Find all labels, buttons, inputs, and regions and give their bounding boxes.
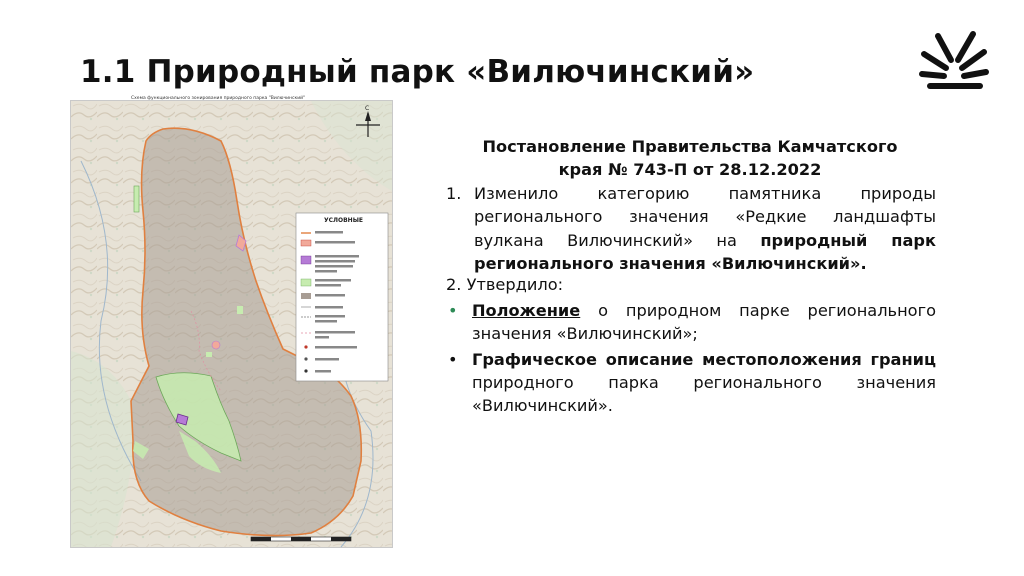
bullet-bold-text: Графическое описание местоположения границ (472, 349, 936, 369)
bullet-dot-icon: • (448, 349, 458, 369)
item-number: 1. (446, 183, 462, 203)
bullet-text: о природном парке регионального значения «Вилючинский»; (472, 300, 936, 344)
regulation-link[interactable]: Положение (472, 300, 581, 320)
map-legend (296, 213, 388, 381)
map-caption: Схема функционального зонирования природного парка "Вилючинский" (131, 96, 306, 101)
item-bold-text: природный парк регионального значения «Вилючинский». (474, 230, 936, 274)
item-text: Изменило категорию памятника природы регионального значения «Редкие ландшафты вулкана Вилючинский» на (474, 183, 936, 250)
bullet-regulation (446, 299, 936, 346)
decree-text (446, 135, 936, 418)
north-label: С (365, 105, 370, 112)
bullet-text: природного парка регионального значения «Вилючинский». (472, 373, 936, 416)
slide-title: 1.1 Природный парк «Вилючинский» (80, 54, 755, 90)
organization-logo-icon (918, 30, 990, 92)
park-zoning-map[interactable] (70, 96, 393, 548)
legend-title: УСЛОВНЫЕ (324, 217, 364, 224)
bullet-graphic-description (446, 348, 936, 418)
decree-heading: Постановление Правительства Камчатского края № 743-П от 28.12.2022 (482, 137, 898, 180)
decree-item-1 (446, 182, 936, 276)
scale-bar (251, 537, 351, 541)
bullet-dot-icon: • (448, 300, 458, 320)
decree-item-2: 2. Утвердило: (446, 275, 564, 295)
